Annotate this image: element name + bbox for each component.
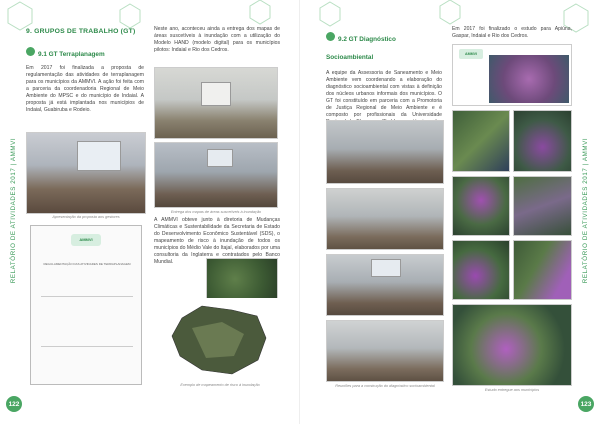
meeting-photo: [26, 132, 146, 214]
study-map-image: [513, 240, 572, 300]
page-number: 123: [578, 396, 594, 412]
page-number: 122: [6, 396, 22, 412]
photo-caption: Exemplo de mapeamento de risco à inundação: [180, 383, 260, 387]
photo-caption: Estudo entregue aos municípios: [484, 388, 540, 392]
photo-caption: Apresentação da proposta aos gestores: [52, 215, 120, 219]
ammvi-logo: AMMVI: [459, 49, 483, 59]
photo-caption: Reuniões para a construção do diagnóstico socioambiental: [335, 384, 435, 388]
right-page: [300, 0, 600, 424]
study-map-image: [452, 110, 510, 172]
meeting-photo: [326, 320, 444, 382]
meeting-photo: [326, 254, 444, 316]
meeting-photo: [154, 142, 278, 208]
ammvi-logo: AMMVI: [71, 234, 101, 246]
meeting-photo: [326, 120, 444, 184]
study-map-image: [452, 240, 510, 300]
document-title: REGULAMENTAÇÃO DAS ATIVIDADES DE TERRAPLANAGEM: [43, 262, 131, 266]
aerial-map-image: [206, 258, 278, 300]
study-cover-image: [452, 44, 572, 106]
study-map-image: [513, 176, 572, 236]
side-label: RELATÓRIO DE ATIVIDADES 2017 | AMMVI: [582, 137, 590, 283]
bullet-circle-icon: [26, 47, 35, 56]
side-label: RELATÓRIO DE ATIVIDADES 2017 | AMMVI: [10, 137, 18, 283]
study-map-image: [452, 304, 572, 386]
study-map-image: [513, 110, 572, 172]
paragraph: A AMMVI obteve junto à diretoria de Mudanças Climáticas e Sustentabilidade da Secretaria de Estado do Desenvolvimento Econômico Sustentável (SDS), o mapeamento de risco à inundação de todos os municípios do Médio Vale do Itajaí, elaborados por uma consultoria da Inglaterra e contratados pelo Banco Mundial.: [154, 217, 280, 265]
paragraph: Em 2017 foi finalizada a proposta de regulamentação das atividades de terraplanagem para os municípios da AMMVI. A ação foi feita com a parceria da coordenadoria Regional de Meio Ambiente do MPSC e do município de Indaial. A proposta já está implantada nos municípios de Indaial, Guabiruba e Rodeio.: [26, 65, 144, 113]
meeting-photo: [326, 188, 444, 250]
study-map-image: [452, 176, 510, 236]
subsection-title: 9.2 GT Diagnóstico Socioambiental: [326, 36, 396, 61]
document-cover-image: [30, 225, 142, 385]
subsection-title: 9.1 GT Terraplanagem: [38, 51, 105, 58]
paragraph: Em 2017 foi finalizado o estudo para Apiúna, Gaspar, Indaial e Rio dos Cedros.: [452, 26, 572, 39]
group-photo: [154, 67, 278, 139]
section-title: 9. GRUPOS DE TRABALHO (GT): [26, 28, 136, 35]
paragraph: A equipe da Assessoria de Saneamento e Meio Ambiente vem coordenando a elaboração do diagnóstico socioambiental com vistas à definição dos núcleos urbanos informais dos municípios. O GT foi constituído em parceria com a Promotoria de Justiça Regional de Meio Ambiente e é composto por profissionais da Universidade: [326, 70, 442, 118]
photo-caption: Entrega dos mapas de áreas suscetíveis à inundação: [170, 210, 262, 214]
paragraph: Neste ano, aconteceu ainda a entrega dos mapas de áreas suscetíveis à inundação com a utilização do Modelo HAND (modelo digital) para os municípios pilotos: Indaial e Rio dos Cedros.: [154, 26, 280, 53]
bullet-circle-icon: [326, 32, 335, 41]
risk-map-image: [162, 298, 278, 380]
